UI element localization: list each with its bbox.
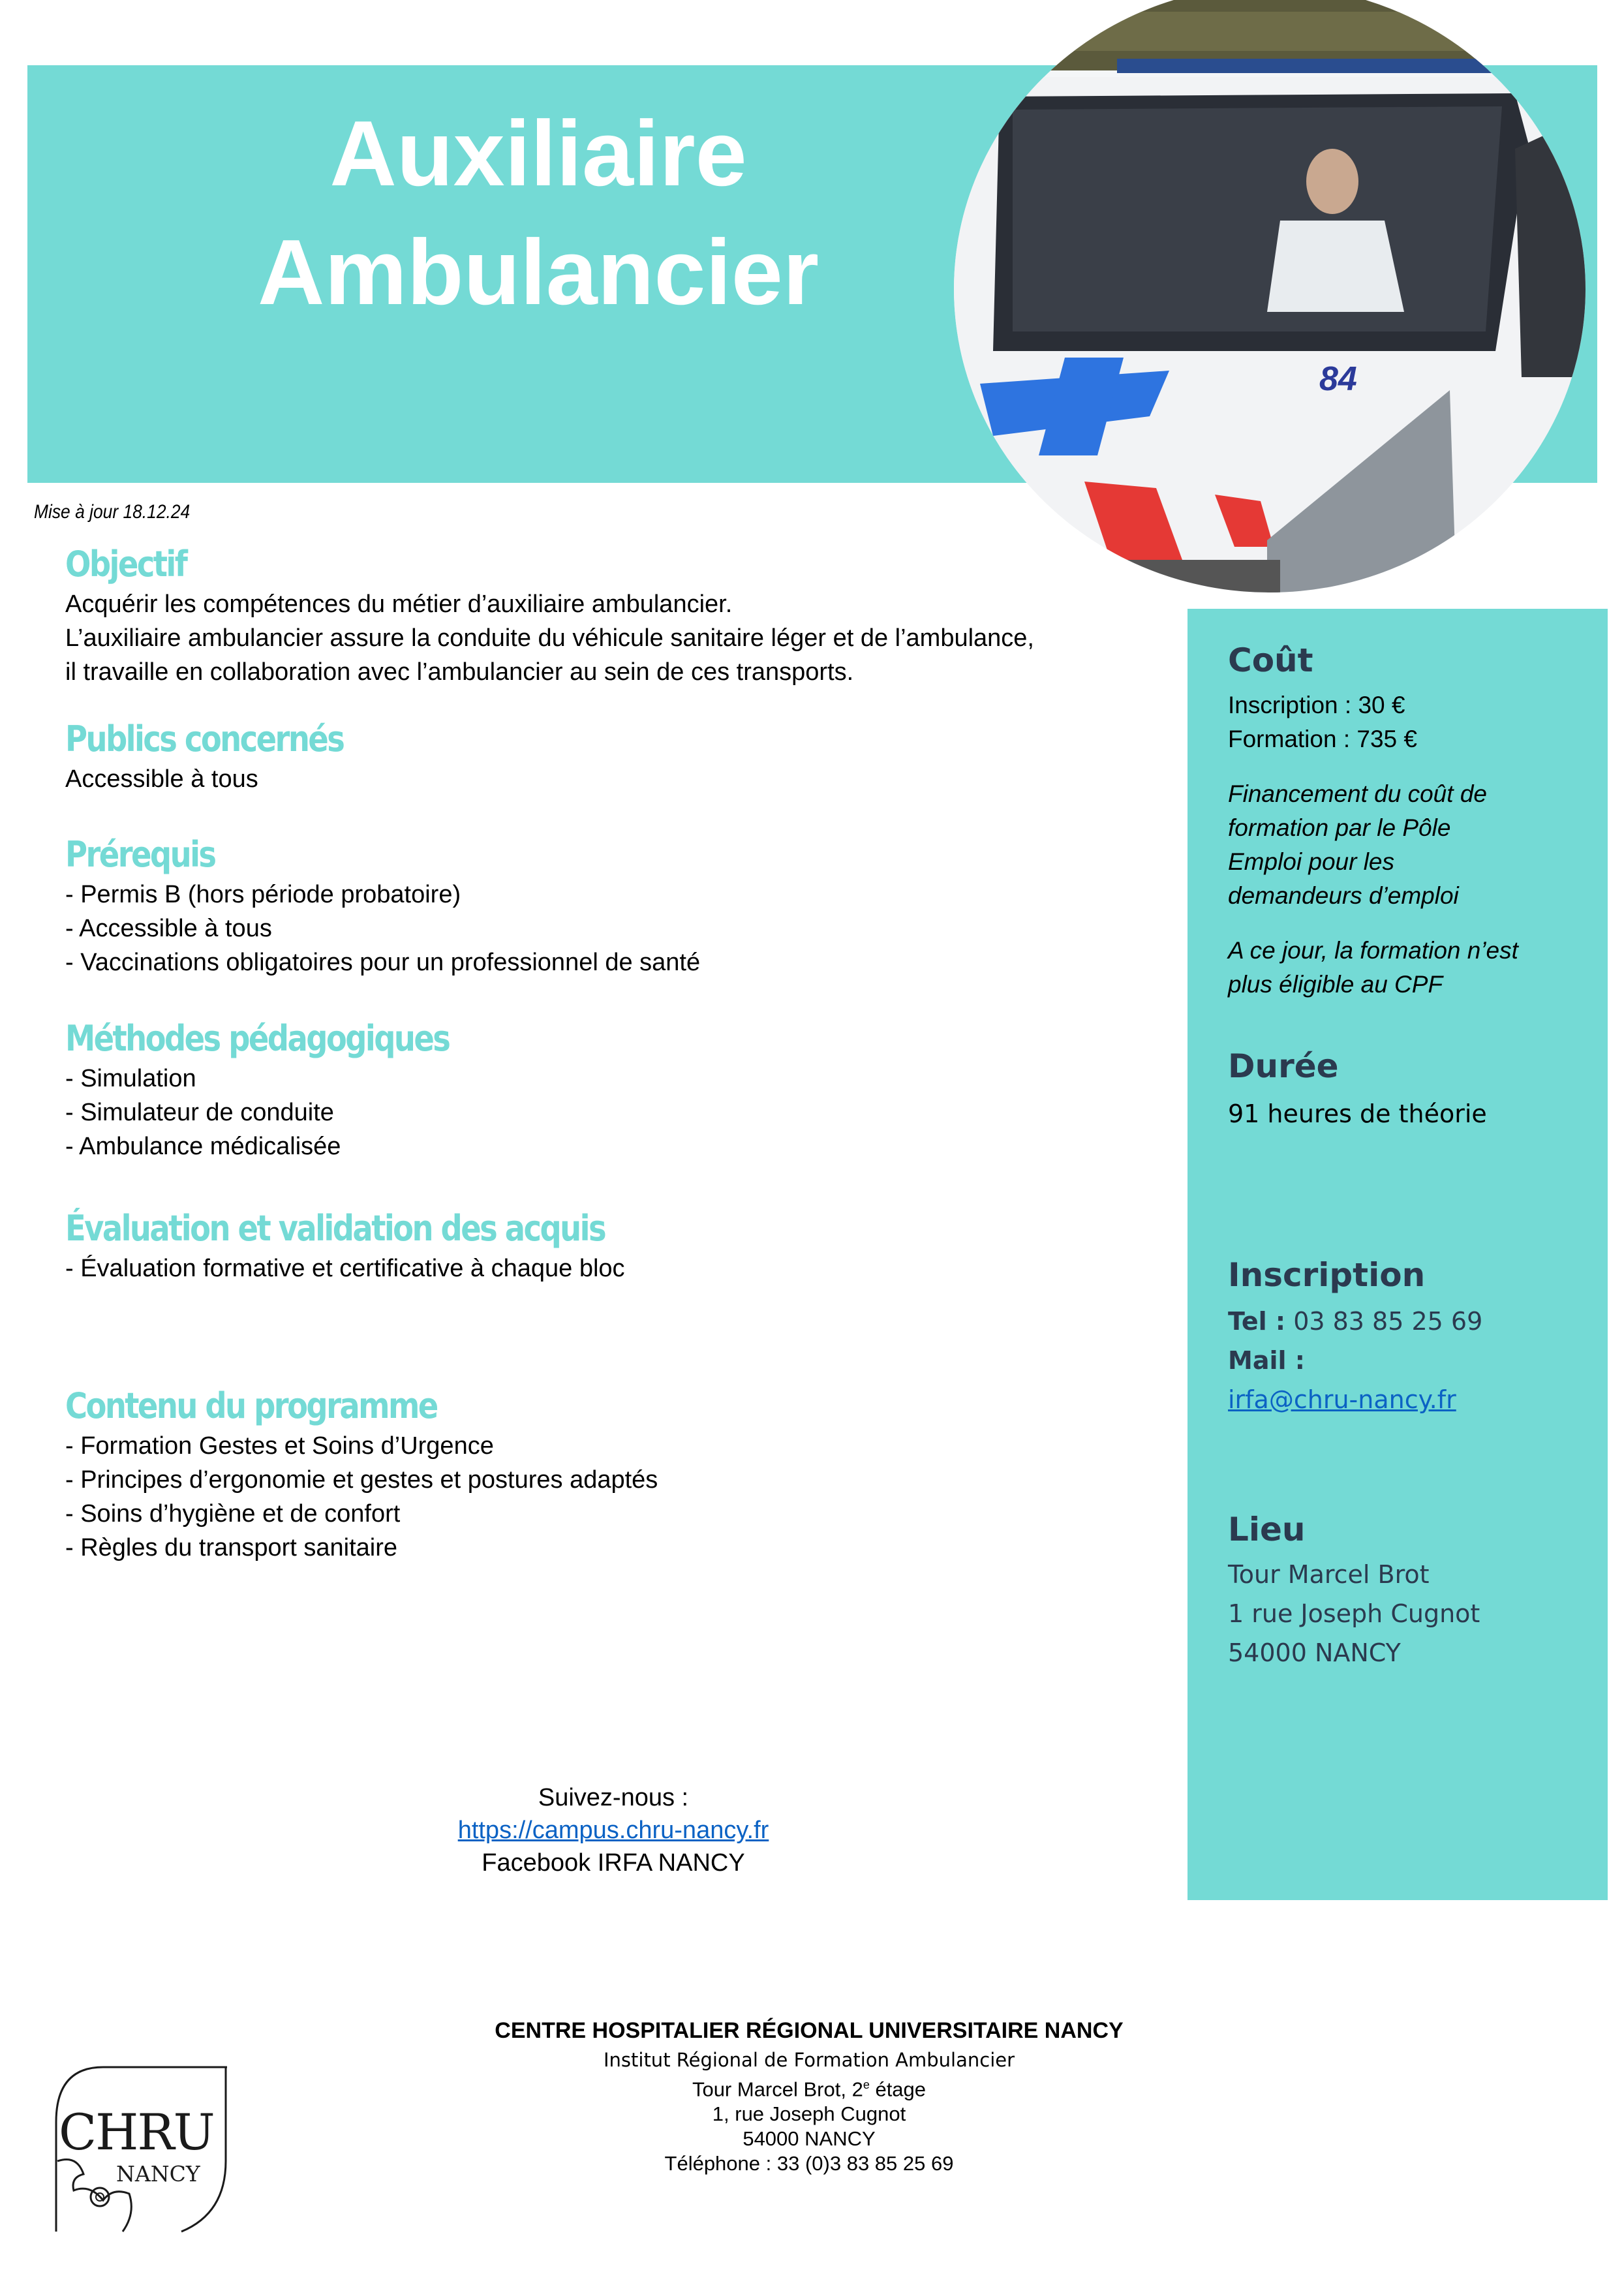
section-objectif [65,542,1034,689]
bumper [1084,560,1280,592]
section-title: Prérequis [65,834,215,875]
section-line: Accessible à tous [65,765,258,793]
tel-row [1228,1304,1482,1338]
follow-us [365,1781,861,1879]
section-prerequis [65,832,700,979]
inscription-title: Inscription [1228,1256,1426,1294]
footer-address-3: 54000 NANCY [743,2127,876,2151]
section-title: Méthodes pédagogiques [65,1018,450,1059]
section-line: - Règles du transport sanitaire [65,1534,398,1561]
section-line: - Simulation [65,1065,196,1092]
chru-logo [51,2063,227,2233]
update-date: Mise à jour 18.12.24 [34,501,191,523]
footer [418,2016,1201,2176]
section-line: - Simulateur de conduite [65,1099,334,1126]
driver-shirt [1267,221,1404,312]
section-line: - Permis B (hors période probatoire) [65,881,461,908]
financement-line: Financement du coût de [1228,780,1487,807]
logo-chru-text: CHRU [59,2103,214,2161]
section-line: - Vaccinations obligatoires pour un professionnel de santé [65,949,701,976]
lieu-line: 1 rue Joseph Cugnot [1228,1599,1480,1628]
cout-formation: Formation : 735 € [1228,726,1417,752]
ambulance-illustration [954,0,1586,592]
section-line: il travaille en collaboration avec l’ambulancier au sein de ces transports. [65,658,854,686]
footer-institute: Institut Régional de Formation Ambulancier [603,2049,1015,2071]
footer-org: CENTRE HOSPITALIER RÉGIONAL UNIVERSITAIRE NANCY [495,2018,1124,2043]
section-line: - Formation Gestes et Soins d’Urgence [65,1432,494,1460]
logo-nancy-text: NANCY [116,2161,200,2187]
ambulance-photo [954,0,1586,592]
section-contenu [65,1383,658,1565]
footer-address-2: 1, rue Joseph Cugnot [712,2102,906,2126]
section-line: - Accessible à tous [65,915,272,942]
page-title [196,95,881,332]
driver-face [1306,149,1358,214]
cpf-line: plus éligible au CPF [1228,971,1443,998]
footer-address-1-main: Tour Marcel Brot, 2 [692,2078,863,2101]
footer-address-1-sup: e [863,2078,870,2091]
facebook-label: Facebook IRFA NANCY [482,1849,745,1877]
tel-label: Tel : [1228,1307,1286,1336]
section-line: L’auxiliaire ambulancier assure la conduite du véhicule sanitaire léger et de l’ambulance, [65,624,1034,652]
section-line: - Principes d’ergonomie et gestes et postures adaptés [65,1466,658,1494]
footer-address-1 [418,2072,1201,2102]
mail-label: Mail : [1228,1346,1305,1375]
section-publics [65,716,389,796]
section-line: - Ambulance médicalisée [65,1133,341,1160]
title-line-1: Auxiliaire [329,102,747,206]
cpf-line: A ce jour, la formation n’est [1228,937,1518,964]
section-title: Publics concernés [65,718,344,760]
section-evaluation [65,1206,693,1285]
cout-inscription: Inscription : 30 € [1228,692,1405,718]
section-line: Acquérir les compétences du métier d’auxiliaire ambulancier. [65,591,733,618]
footer-phone: Téléphone : 33 (0)3 83 85 25 69 [664,2152,954,2175]
section-methodes [65,1016,512,1163]
financement-line: formation par le Pôle [1228,814,1451,841]
vehicle-number: 84 [1319,360,1357,398]
section-title: Objectif [65,544,187,585]
section-line: - Soins d’hygiène et de confort [65,1500,401,1528]
info-sidebar [1187,609,1608,1900]
cout-title: Coût [1228,641,1313,679]
lieu-line: 54000 NANCY [1228,1638,1401,1667]
duree-title: Durée [1228,1047,1339,1085]
financement-line: Emploi pour les [1228,848,1395,875]
lieu-title: Lieu [1228,1511,1306,1548]
footer-address-1-end: étage [869,2078,927,2101]
light-bar [1117,59,1509,73]
lieu-line: Tour Marcel Brot [1228,1560,1430,1589]
section-title: Évaluation et validation des acquis [65,1208,605,1249]
duree-value: 91 heures de théorie [1228,1099,1487,1128]
follow-label: Suivez-nous : [538,1784,689,1811]
section-title: Contenu du programme [65,1385,437,1426]
tel-value: 03 83 85 25 69 [1285,1307,1483,1336]
section-line: - Évaluation formative et certificative à chaque bloc [65,1255,625,1282]
title-line-2: Ambulancier [257,221,820,324]
mail-link[interactable]: irfa@chru-nancy.fr [1228,1385,1456,1414]
campus-link[interactable]: https://campus.chru-nancy.fr [457,1817,769,1844]
financement-line: demandeurs d’emploi [1228,882,1459,909]
